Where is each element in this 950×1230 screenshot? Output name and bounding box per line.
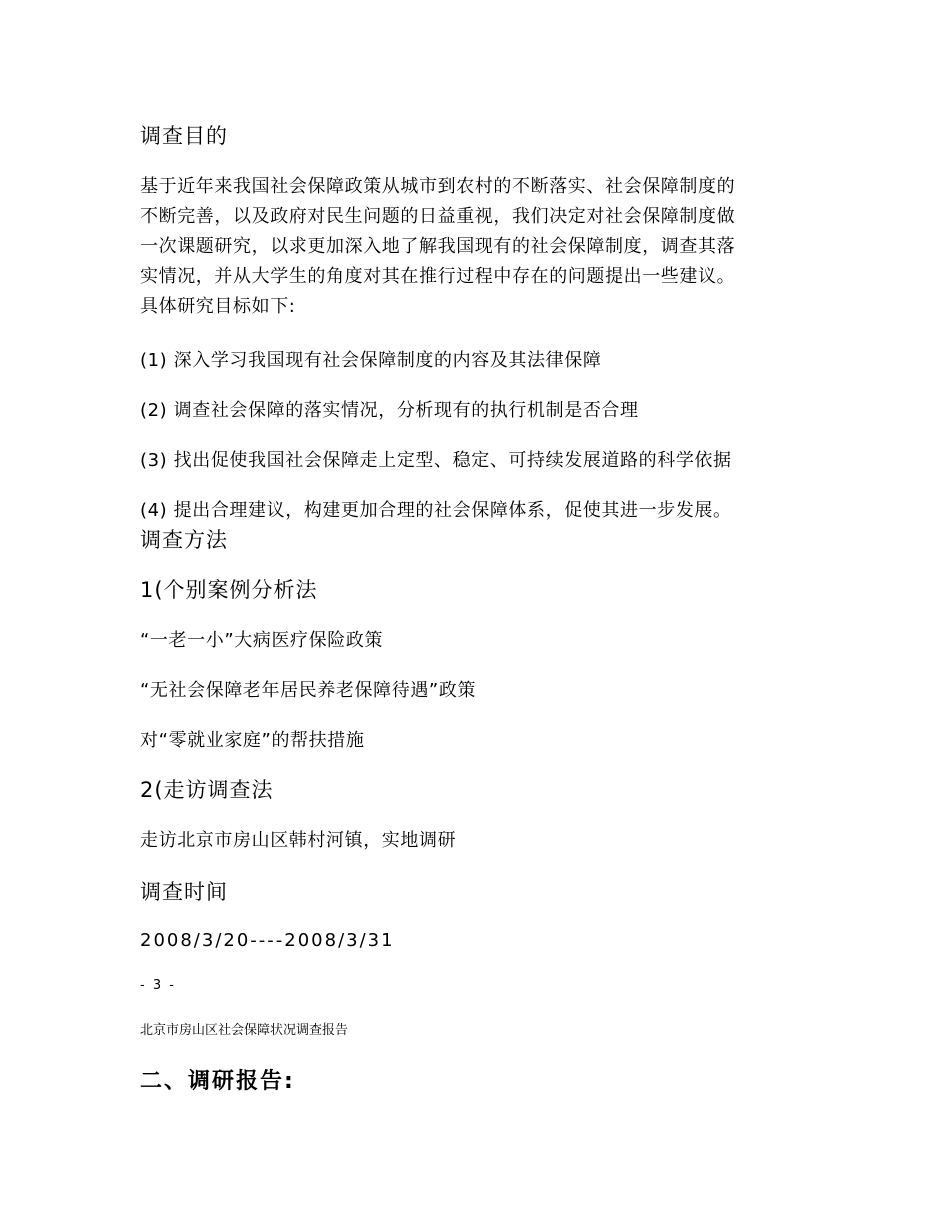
goal-item-2: (2) 调查社会保障的落实情况，分析现有的执行机制是否合理 bbox=[140, 400, 639, 421]
goal-item-4: (4) 提出合理建议，构建更加合理的社会保障体系，促使其进一步发展。 bbox=[140, 500, 732, 521]
paragraph-line: 基于近年来我国社会保障政策从城市到农村的不断落实、社会保障制度的 bbox=[140, 176, 736, 197]
heading-method: 调查方法 bbox=[140, 528, 228, 552]
method-1-title: 1(个别案例分析法 bbox=[140, 578, 318, 602]
method-1-item: “一老一小”大病医疗保险政策 bbox=[140, 630, 384, 651]
paragraph-line: 实情况，并从大学生的角度对其在推行过程中存在的问题提出一些建议。 bbox=[140, 266, 736, 287]
heading-purpose: 调查目的 bbox=[140, 124, 228, 148]
page-number: - 3 - bbox=[140, 978, 176, 993]
method-1-item: 对“零就业家庭”的帮扶措施 bbox=[140, 730, 365, 751]
heading-report: 二、调研报告: bbox=[140, 1069, 295, 1094]
purpose-paragraph bbox=[140, 172, 820, 322]
paragraph-line: 一次课题研究，以求更加深入地了解我国现有的社会保障制度，调查其落 bbox=[140, 236, 736, 257]
method-1-item: “无社会保障老年居民养老保障待遇”政策 bbox=[140, 680, 477, 701]
heading-time: 调查时间 bbox=[140, 880, 228, 904]
goal-item-1: (1) 深入学习我国现有社会保障制度的内容及其法律保障 bbox=[140, 350, 602, 371]
paragraph-line: 具体研究目标如下: bbox=[140, 296, 296, 317]
paragraph-line: 不断完善，以及政府对民生问题的日益重视，我们决定对社会保障制度做 bbox=[140, 206, 736, 227]
survey-date-range: 2008/3/20----2008/3/31 bbox=[140, 930, 395, 951]
method-2-title: 2(走访调查法 bbox=[140, 778, 274, 802]
running-title: 北京市房山区社会保障状况调查报告 bbox=[140, 1023, 349, 1038]
goal-item-3: (3) 找出促使我国社会保障走上定型、稳定、可持续发展道路的科学依据 bbox=[140, 450, 732, 471]
method-2-item: 走访北京市房山区韩村河镇，实地调研 bbox=[140, 830, 457, 851]
